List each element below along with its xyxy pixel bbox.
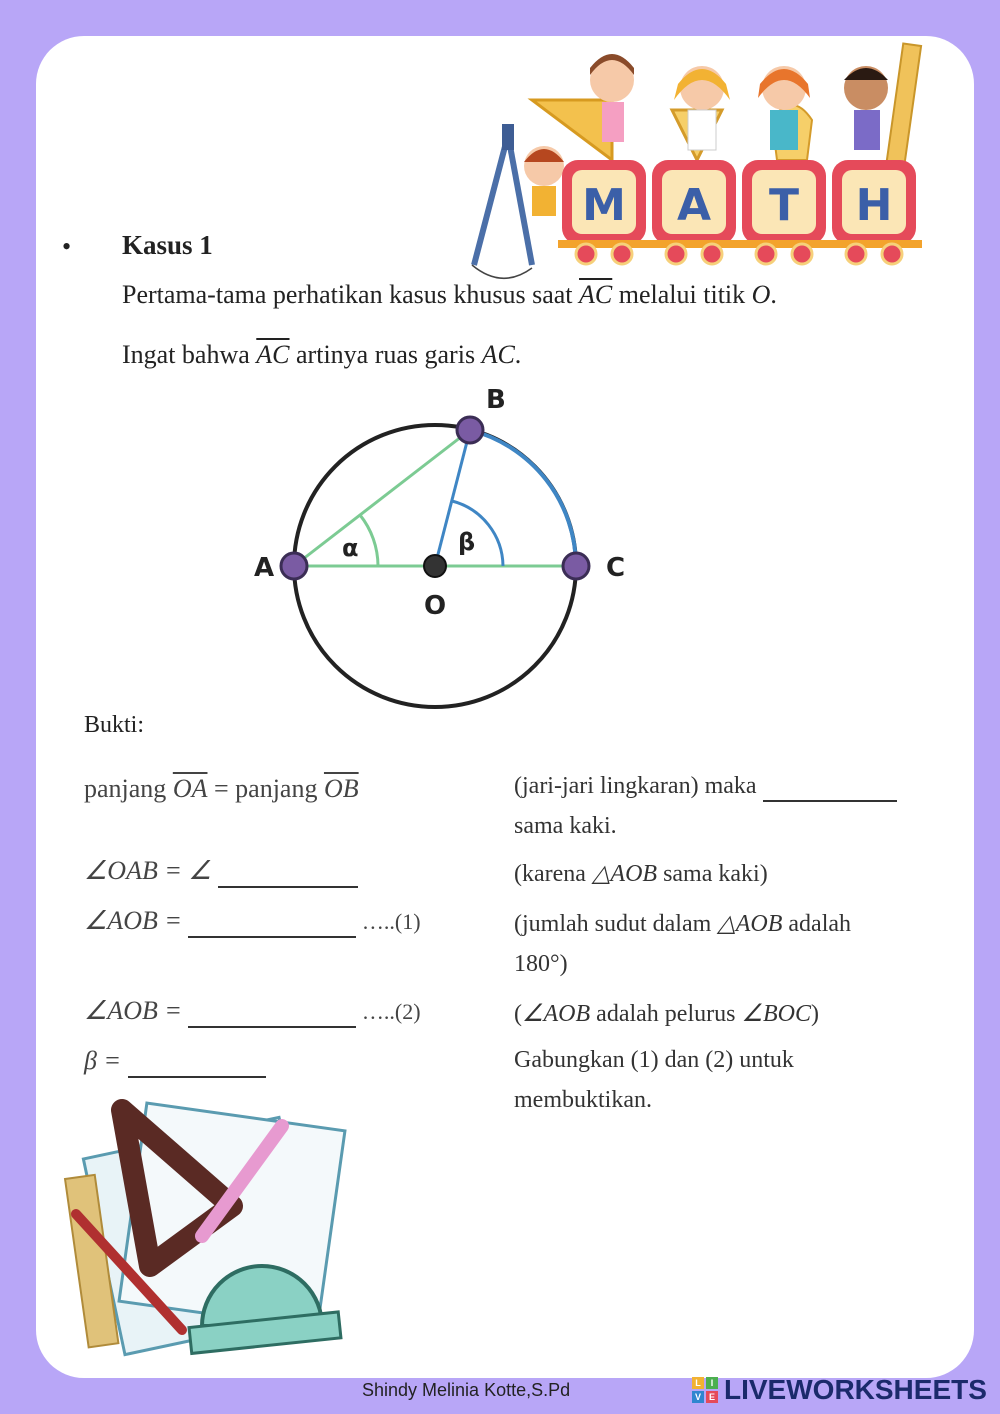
label-b: B — [486, 385, 506, 415]
proof-row-1-right — [514, 766, 944, 846]
case-description-line-2 — [122, 340, 521, 370]
proof-label: Bukti: — [84, 712, 145, 738]
label-o: O — [424, 591, 447, 621]
triangle-aob-2: △AOB — [717, 911, 783, 937]
row3-right-a: (jumlah sudut dalam — [514, 911, 718, 937]
answer-blank-1[interactable] — [763, 775, 897, 802]
answer-blank-5[interactable] — [128, 1048, 266, 1078]
row3-tag: …..(1) — [356, 909, 421, 934]
proof-row-3-left — [84, 906, 421, 938]
triangle-aob: △AOB — [591, 861, 658, 887]
label-beta: β — [458, 528, 476, 556]
logo-letter-l: L — [692, 1377, 704, 1389]
angle-alpha-arc — [360, 515, 378, 566]
line1-end: . — [770, 280, 777, 309]
footer-author: Shindy Melinia Kotte,S.Pd — [362, 1380, 571, 1400]
row1-right-2: sama kaki. — [514, 813, 617, 839]
math-train-illustration — [462, 40, 932, 280]
row3-left: ∠AOB = — [84, 906, 182, 935]
point-o — [424, 555, 446, 577]
logo-letter-e: E — [706, 1391, 718, 1403]
segment-oa: $\overline{OA}$ — [172, 774, 208, 803]
segment-ac-2: $\overline{AC}$ — [256, 340, 290, 369]
train-letter-t: T — [768, 180, 800, 231]
answer-blank-4[interactable] — [188, 998, 356, 1028]
line1-prefix: Pertama-tama perhatikan kasus khusus saat — [122, 280, 580, 309]
angle-boc: ∠BOC — [741, 1001, 811, 1027]
train-letter-m: M — [582, 180, 626, 231]
line2-prefix: Ingat bahwa — [122, 340, 257, 369]
logo-letter-i: I — [706, 1377, 718, 1389]
liveworksheets-brand[interactable] — [692, 1374, 987, 1406]
point-b — [457, 417, 483, 443]
label-a: A — [254, 553, 275, 583]
compass-icon — [472, 124, 532, 278]
row1-left-a: panjang — [84, 774, 173, 803]
arc-bc — [470, 430, 576, 566]
proof-row-4-left — [84, 996, 421, 1028]
liveworksheets-logo-icon — [692, 1377, 718, 1403]
train-letter-a: A — [676, 180, 712, 231]
case-title: Kasus 1 — [122, 230, 213, 260]
answer-blank-3[interactable] — [188, 908, 356, 938]
label-alpha: α — [342, 534, 359, 562]
row1-left-b: = panjang — [207, 774, 324, 803]
proof-row-1-left — [84, 774, 359, 804]
row2-right-b: sama kaki) — [657, 861, 768, 887]
answer-blank-2[interactable] — [218, 858, 358, 888]
logo-letter-v: V — [692, 1391, 704, 1403]
proof-row-2-right — [514, 854, 944, 894]
proof-row-4-right — [514, 994, 944, 1034]
point-o: O — [751, 280, 771, 309]
row4-right-b: adalah pelurus — [590, 1001, 742, 1027]
circle-diagram — [230, 380, 650, 720]
proof-row-3-right — [514, 904, 944, 984]
segment-ab — [294, 430, 470, 566]
row4-right-a: ( — [514, 1001, 522, 1027]
row3-right-b: adalah — [782, 911, 852, 937]
row5-right-2: membuktikan. — [514, 1087, 652, 1113]
math-train-cars — [558, 160, 922, 264]
label-c: C — [606, 553, 626, 583]
row2-left: ∠OAB = ∠ — [84, 856, 212, 885]
point-a — [281, 553, 307, 579]
line2-end: . — [514, 340, 522, 369]
row4-right-c: ) — [810, 1001, 819, 1027]
bullet-icon: • — [62, 232, 72, 261]
geometry-tools-illustration — [62, 1096, 352, 1366]
row4-left: ∠AOB = — [84, 996, 182, 1025]
case-description-line-1 — [122, 280, 777, 310]
train-letter-h: H — [855, 180, 893, 231]
variable-ac: AC — [481, 340, 515, 369]
point-c — [563, 553, 589, 579]
line2-mid: artinya ruas garis — [289, 340, 482, 369]
row2-right-a: (karena — [514, 861, 592, 887]
proof-row-5-left — [84, 1046, 266, 1078]
row1-right: (jari-jari lingkaran) maka — [514, 773, 757, 799]
segment-ac: $\overline{AC}$ — [579, 280, 613, 309]
row3-right-2: 180°) — [514, 951, 568, 977]
segment-ob: $\overline{OB}$ — [323, 774, 359, 803]
brand-text: LIVEWORKSHEETS — [724, 1374, 987, 1405]
proof-row-2-left — [84, 856, 358, 888]
line1-mid: melalui titik — [612, 280, 752, 309]
row4-tag: …..(2) — [356, 999, 421, 1024]
row5-left: β = — [84, 1046, 121, 1075]
row5-right: Gabungkan (1) dan (2) untuk — [514, 1047, 794, 1073]
proof-row-5-right — [514, 1040, 944, 1120]
angle-aob: ∠AOB — [522, 1001, 591, 1027]
